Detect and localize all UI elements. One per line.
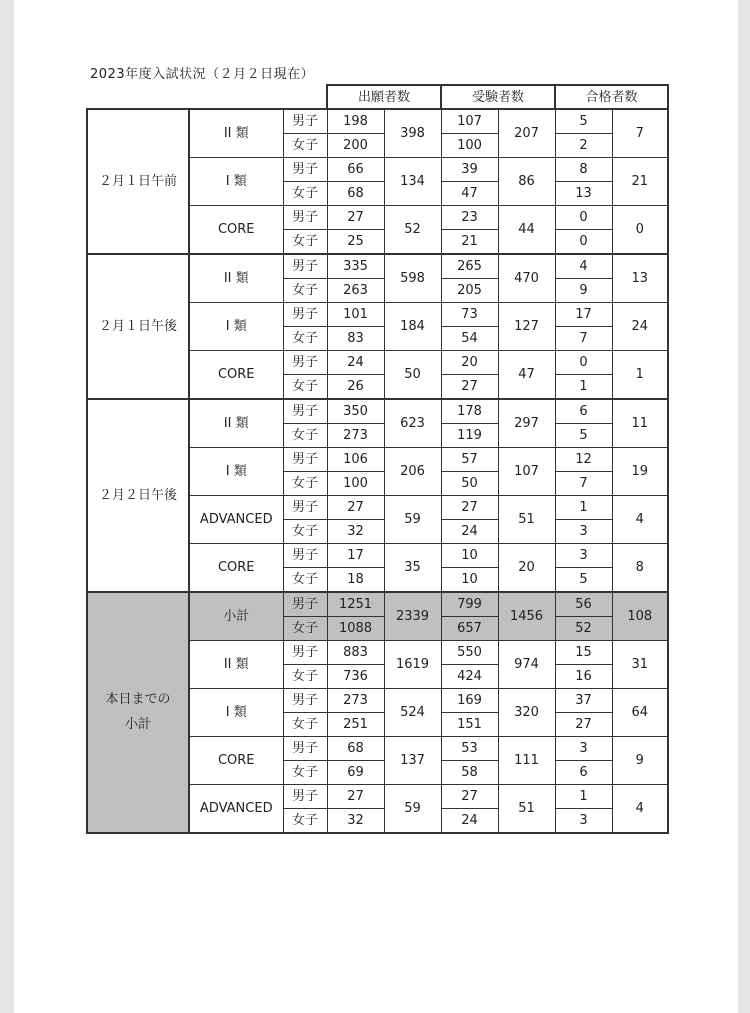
gender-label: 男子 [283, 785, 327, 809]
gender-label: 女子 [283, 134, 327, 158]
value-cell: 424 [441, 665, 498, 689]
value-cell: 3 [555, 737, 612, 761]
category-label: CORE [189, 544, 283, 593]
section-label: ２月２日午後 [87, 399, 189, 592]
total-cell: 206 [384, 448, 441, 496]
total-cell: 623 [384, 399, 441, 448]
gender-label: 女子 [283, 761, 327, 785]
value-cell: 66 [327, 158, 384, 182]
total-cell: 4 [612, 785, 668, 834]
gender-label: 男子 [283, 592, 327, 617]
gender-label: 男子 [283, 544, 327, 568]
section-label: 本日までの 小計 [87, 592, 189, 833]
table-row [87, 109, 668, 134]
total-cell: 320 [498, 689, 555, 737]
gender-label: 男子 [283, 737, 327, 761]
value-cell: 23 [441, 206, 498, 230]
total-cell: 207 [498, 109, 555, 158]
value-cell: 50 [441, 472, 498, 496]
value-cell: 58 [441, 761, 498, 785]
value-cell: 107 [441, 109, 498, 134]
category-label: CORE [189, 737, 283, 785]
total-cell: 59 [384, 785, 441, 834]
value-cell: 13 [555, 182, 612, 206]
value-cell: 27 [327, 496, 384, 520]
value-cell: 20 [441, 351, 498, 375]
gender-label: 女子 [283, 809, 327, 834]
value-cell: 100 [327, 472, 384, 496]
value-cell: 27 [441, 375, 498, 400]
gender-label: 女子 [283, 424, 327, 448]
total-cell: 137 [384, 737, 441, 785]
total-cell: 107 [498, 448, 555, 496]
value-cell: 57 [441, 448, 498, 472]
value-cell: 7 [555, 327, 612, 351]
value-cell: 9 [555, 279, 612, 303]
category-label: I 類 [189, 303, 283, 351]
total-cell: 59 [384, 496, 441, 544]
value-cell: 12 [555, 448, 612, 472]
total-cell: 50 [384, 351, 441, 400]
total-cell: 184 [384, 303, 441, 351]
value-cell: 3 [555, 544, 612, 568]
section-label: ２月１日午後 [87, 254, 189, 399]
total-cell: 47 [498, 351, 555, 400]
value-cell: 15 [555, 641, 612, 665]
value-cell: 263 [327, 279, 384, 303]
gender-label: 男子 [283, 689, 327, 713]
total-cell: 13 [612, 254, 668, 303]
value-cell: 335 [327, 254, 384, 279]
section-label: ２月１日午前 [87, 109, 189, 254]
value-cell: 4 [555, 254, 612, 279]
total-cell: 1456 [498, 592, 555, 641]
value-cell: 178 [441, 399, 498, 424]
total-cell: 7 [612, 109, 668, 158]
value-cell: 8 [555, 158, 612, 182]
total-cell: 470 [498, 254, 555, 303]
value-cell: 25 [327, 230, 384, 255]
table-row [87, 254, 668, 279]
value-cell: 17 [555, 303, 612, 327]
gender-label: 女子 [283, 182, 327, 206]
gender-label: 男子 [283, 448, 327, 472]
category-label: 小計 [189, 592, 283, 641]
header-passed: 合格者数 [555, 85, 668, 109]
total-cell: 4 [612, 496, 668, 544]
total-cell: 134 [384, 158, 441, 206]
value-cell: 47 [441, 182, 498, 206]
value-cell: 68 [327, 737, 384, 761]
category-label: CORE [189, 351, 283, 400]
value-cell: 273 [327, 689, 384, 713]
gender-label: 男子 [283, 351, 327, 375]
total-cell: 297 [498, 399, 555, 448]
gender-label: 女子 [283, 617, 327, 641]
value-cell: 0 [555, 351, 612, 375]
gender-label: 女子 [283, 713, 327, 737]
table-row [87, 592, 668, 617]
value-cell: 265 [441, 254, 498, 279]
gender-label: 男子 [283, 303, 327, 327]
value-cell: 0 [555, 206, 612, 230]
value-cell: 53 [441, 737, 498, 761]
total-cell: 127 [498, 303, 555, 351]
total-cell: 19 [612, 448, 668, 496]
value-cell: 24 [441, 520, 498, 544]
value-cell: 273 [327, 424, 384, 448]
value-cell: 24 [327, 351, 384, 375]
value-cell: 350 [327, 399, 384, 424]
value-cell: 100 [441, 134, 498, 158]
value-cell: 5 [555, 568, 612, 593]
total-cell: 398 [384, 109, 441, 158]
total-cell: 11 [612, 399, 668, 448]
total-cell: 111 [498, 737, 555, 785]
value-cell: 6 [555, 399, 612, 424]
total-cell: 1 [612, 351, 668, 400]
gender-label: 女子 [283, 520, 327, 544]
value-cell: 26 [327, 375, 384, 400]
total-cell: 44 [498, 206, 555, 255]
value-cell: 3 [555, 520, 612, 544]
admissions-table [86, 84, 669, 834]
value-cell: 736 [327, 665, 384, 689]
value-cell: 10 [441, 544, 498, 568]
value-cell: 1 [555, 496, 612, 520]
gender-label: 女子 [283, 327, 327, 351]
gender-label: 女子 [283, 472, 327, 496]
value-cell: 200 [327, 134, 384, 158]
value-cell: 27 [441, 496, 498, 520]
value-cell: 1 [555, 375, 612, 400]
table-row [87, 399, 668, 424]
value-cell: 52 [555, 617, 612, 641]
value-cell: 883 [327, 641, 384, 665]
gender-label: 女子 [283, 568, 327, 593]
value-cell: 27 [327, 785, 384, 809]
total-cell: 524 [384, 689, 441, 737]
value-cell: 251 [327, 713, 384, 737]
page-title: 2023年度入試状況（２月２日現在） [90, 67, 315, 82]
category-label: ADVANCED [189, 785, 283, 834]
value-cell: 37 [555, 689, 612, 713]
category-label: I 類 [189, 158, 283, 206]
value-cell: 101 [327, 303, 384, 327]
value-cell: 39 [441, 158, 498, 182]
total-cell: 52 [384, 206, 441, 255]
value-cell: 169 [441, 689, 498, 713]
category-label: CORE [189, 206, 283, 255]
value-cell: 27 [327, 206, 384, 230]
value-cell: 16 [555, 665, 612, 689]
header-examinees: 受験者数 [441, 85, 555, 109]
value-cell: 799 [441, 592, 498, 617]
value-cell: 24 [441, 809, 498, 834]
gender-label: 男子 [283, 399, 327, 424]
value-cell: 5 [555, 109, 612, 134]
value-cell: 119 [441, 424, 498, 448]
total-cell: 20 [498, 544, 555, 593]
gender-label: 男子 [283, 109, 327, 134]
category-label: II 類 [189, 641, 283, 689]
value-cell: 550 [441, 641, 498, 665]
value-cell: 151 [441, 713, 498, 737]
total-cell: 0 [612, 206, 668, 255]
total-cell: 1619 [384, 641, 441, 689]
value-cell: 1 [555, 785, 612, 809]
gender-label: 男子 [283, 254, 327, 279]
total-cell: 51 [498, 785, 555, 834]
gender-label: 男子 [283, 496, 327, 520]
value-cell: 54 [441, 327, 498, 351]
category-label: I 類 [189, 689, 283, 737]
total-cell: 974 [498, 641, 555, 689]
value-cell: 21 [441, 230, 498, 255]
total-cell: 24 [612, 303, 668, 351]
total-cell: 2339 [384, 592, 441, 641]
header-applicants: 出願者数 [327, 85, 441, 109]
value-cell: 17 [327, 544, 384, 568]
value-cell: 2 [555, 134, 612, 158]
value-cell: 32 [327, 520, 384, 544]
value-cell: 657 [441, 617, 498, 641]
value-cell: 32 [327, 809, 384, 834]
value-cell: 3 [555, 809, 612, 834]
value-cell: 1251 [327, 592, 384, 617]
value-cell: 5 [555, 424, 612, 448]
category-label: II 類 [189, 254, 283, 303]
gender-label: 女子 [283, 665, 327, 689]
value-cell: 73 [441, 303, 498, 327]
value-cell: 27 [555, 713, 612, 737]
value-cell: 18 [327, 568, 384, 593]
value-cell: 83 [327, 327, 384, 351]
category-label: I 類 [189, 448, 283, 496]
category-label: II 類 [189, 399, 283, 448]
total-cell: 51 [498, 496, 555, 544]
gender-label: 男子 [283, 158, 327, 182]
header-row [87, 85, 668, 109]
value-cell: 106 [327, 448, 384, 472]
total-cell: 35 [384, 544, 441, 593]
value-cell: 205 [441, 279, 498, 303]
value-cell: 6 [555, 761, 612, 785]
total-cell: 21 [612, 158, 668, 206]
value-cell: 27 [441, 785, 498, 809]
total-cell: 598 [384, 254, 441, 303]
total-cell: 64 [612, 689, 668, 737]
gender-label: 女子 [283, 375, 327, 400]
gender-label: 男子 [283, 641, 327, 665]
value-cell: 68 [327, 182, 384, 206]
category-label: II 類 [189, 109, 283, 158]
table-body [87, 109, 668, 833]
gender-label: 女子 [283, 230, 327, 255]
gender-label: 女子 [283, 279, 327, 303]
value-cell: 10 [441, 568, 498, 593]
value-cell: 0 [555, 230, 612, 255]
total-cell: 86 [498, 158, 555, 206]
total-cell: 9 [612, 737, 668, 785]
category-label: ADVANCED [189, 496, 283, 544]
value-cell: 56 [555, 592, 612, 617]
value-cell: 7 [555, 472, 612, 496]
gender-label: 男子 [283, 206, 327, 230]
value-cell: 198 [327, 109, 384, 134]
value-cell: 69 [327, 761, 384, 785]
value-cell: 1088 [327, 617, 384, 641]
total-cell: 108 [612, 592, 668, 641]
total-cell: 31 [612, 641, 668, 689]
total-cell: 8 [612, 544, 668, 593]
